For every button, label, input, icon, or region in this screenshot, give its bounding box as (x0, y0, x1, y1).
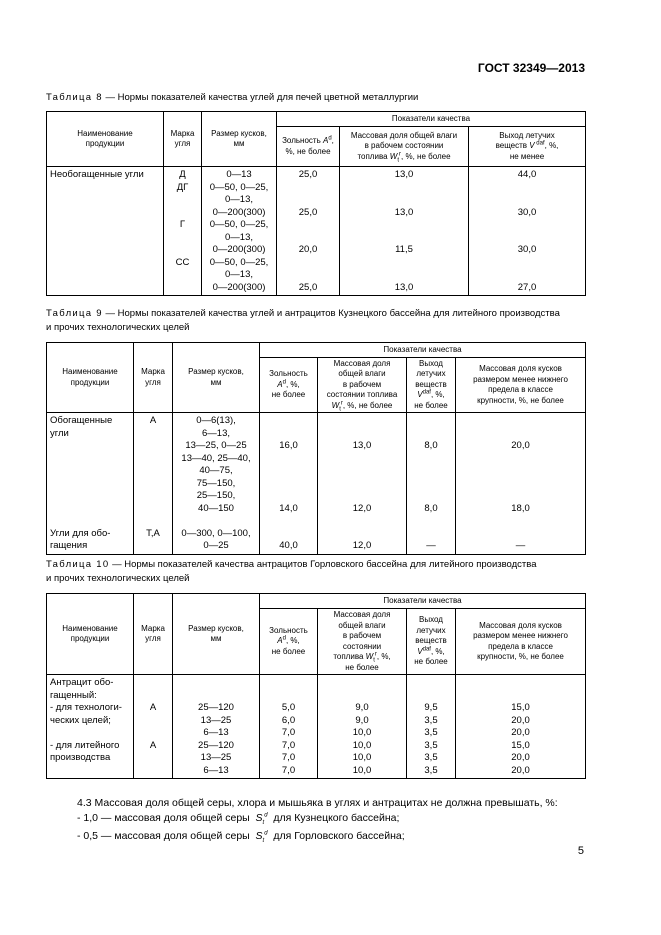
cell-line: 13—25 (200, 752, 232, 763)
cell-line (50, 453, 133, 466)
t9-col-grade (134, 413, 173, 555)
cell-line: гащенный: (50, 689, 97, 701)
t10-header-volatile: Выход летучих веществ $V^{daf}$, %, не более (407, 609, 456, 675)
cell-line (277, 257, 339, 270)
cell-line: ческих целей; (50, 714, 111, 726)
cell-line (134, 540, 172, 553)
sulfur-kuznetsk-suffix: для Кузнецкого бассейна; (273, 812, 400, 824)
cell-line (318, 677, 406, 690)
cell-line (134, 715, 172, 728)
t9-header-product: Наименование продукции (47, 343, 134, 413)
cell-line: 3,5 (424, 727, 438, 738)
cell-line: 3,5 (424, 714, 438, 726)
t8-col-product (47, 167, 164, 296)
t10-header-size: Размер кусков, мм (173, 594, 260, 675)
cell-line (407, 453, 455, 466)
cell-line: 25,0 (298, 281, 318, 293)
cell-line: 10,0 (352, 764, 372, 776)
cell-line: 15,0 (511, 702, 530, 713)
cell-line: 13—25, 0—25 (185, 440, 247, 451)
cell-line: 15,0 (511, 739, 530, 751)
cell-line: 3,5 (424, 739, 438, 751)
cell-line (469, 232, 585, 245)
cell-line: 8,0 (424, 502, 438, 514)
t10-col-ash (260, 675, 318, 779)
cell-line: 0—300, 0—100, (181, 527, 251, 539)
cell-line (260, 415, 317, 428)
cell-line (456, 528, 585, 541)
cell-line (318, 453, 406, 466)
cell-line (50, 465, 133, 478)
t8-col-size (202, 167, 277, 296)
cell-line: Д (179, 169, 186, 180)
cell-line: 30,0 (517, 206, 537, 218)
cell-line (456, 690, 585, 703)
cell-line: 12,0 (352, 540, 372, 551)
cell-line: 40—150 (198, 502, 234, 514)
cell-line: Угли для обо- (50, 527, 111, 539)
cell-line: 10,0 (352, 752, 372, 763)
cell-line (260, 490, 317, 503)
cell-line: СС (175, 256, 190, 268)
cell-line: 20,0 (511, 440, 530, 451)
cell-line: 6—13, (202, 427, 230, 439)
t8-header-ash: Зольность $A^d$, %, не более (277, 127, 340, 167)
cell-line (134, 490, 172, 503)
cell-line: 30,0 (517, 244, 537, 255)
t8-header-moisture: Массовая доля общей влаги в рабочем состоянии топлива $W_t^r$, %, не более (340, 127, 469, 167)
cell-line (456, 490, 585, 503)
cell-line: А (149, 702, 157, 713)
cell-line (134, 677, 172, 690)
cell-line: 9,0 (355, 714, 369, 726)
cell-line (260, 528, 317, 541)
cell-line (318, 478, 406, 491)
cell-line: 0—13 (226, 169, 252, 180)
cell-line (469, 194, 585, 207)
sulfur-symbol: $S_t^d$ (252, 812, 268, 827)
t9-header-volatile: Выход летучих веществ $V^{daf}$, %, не более (407, 358, 456, 413)
cell-line (456, 453, 585, 466)
cell-line (134, 515, 172, 528)
cell-line: 75—150, (196, 477, 236, 489)
t10-col-volatile (407, 675, 456, 779)
cell-line (50, 765, 133, 778)
cell-line (340, 182, 468, 195)
cell-line: 20,0 (298, 244, 318, 255)
cell-line (50, 490, 133, 503)
sulfur-gorlovka-prefix: - 0,5 — массовая доля общей серы (77, 830, 250, 842)
table8-caption (46, 91, 418, 105)
cell-line (164, 269, 201, 282)
cell-line: 8,0 (424, 440, 438, 451)
t9-col-product (47, 413, 134, 555)
t9-header-size: Размер кусков, мм (173, 343, 260, 413)
cell-line (277, 232, 339, 245)
cell-line: 18,0 (511, 502, 530, 514)
cell-line (340, 232, 468, 245)
cell-line: ДГ (176, 181, 189, 193)
t10-col-size (173, 675, 260, 779)
cell-line (50, 727, 133, 740)
section-4-3-intro: 4.3 Массовая доля общей серы, хлора и мышьяка в углях и антрацитах не должна превышать, %: (77, 797, 558, 809)
sulfur-gorlovka-suffix: для Горловского бассейна; (273, 830, 405, 842)
table-10 (46, 593, 586, 779)
t8-header-product: Наименование продукции (47, 112, 164, 167)
cell-line: 13,0 (394, 169, 414, 180)
cell-line: 44,0 (517, 169, 537, 180)
cell-line: 25,0 (298, 169, 318, 180)
cell-line (407, 478, 455, 491)
cell-line (407, 528, 455, 541)
cell-line (456, 515, 585, 528)
t10-header-fines: Массовая доля кусков размером менее нижнего предела в классе крупности, %, не более (456, 609, 586, 675)
cell-line: 20,0 (511, 714, 530, 726)
t9-header-grade: Марка угля (134, 343, 173, 413)
cell-line (164, 207, 201, 220)
cell-line: 3,5 (424, 764, 438, 776)
cell-line: 0—6(13), (196, 415, 236, 426)
table10-caption-line1: — Нормы показателей качества антрацитов Горловского бассейна для литейного производства (109, 559, 537, 570)
cell-line: А (149, 739, 157, 751)
table9-caption (46, 307, 591, 335)
cell-line: 25—150, (196, 490, 236, 501)
t10-header-quality: Показатели качества (260, 594, 586, 609)
cell-line: 20,0 (511, 727, 530, 738)
cell-line: 0—50, 0—25, (209, 219, 269, 230)
cell-line (134, 752, 172, 765)
table9-caption-label: Таблица 9 (46, 308, 103, 319)
t10-header-grade: Марка угля (134, 594, 173, 675)
table-8 (46, 111, 586, 296)
cell-line (173, 677, 259, 690)
t10-col-moisture (318, 675, 407, 779)
cell-line (456, 415, 585, 428)
cell-line: — (426, 540, 436, 551)
t8-col-moisture (340, 167, 469, 296)
cell-line: 16,0 (279, 440, 298, 451)
cell-line (164, 282, 201, 295)
cell-line (469, 269, 585, 282)
cell-line (318, 515, 406, 528)
cell-line (318, 465, 406, 478)
cell-line (318, 528, 406, 541)
cell-line (50, 503, 133, 516)
cell-line: производства (50, 752, 111, 763)
cell-line: 6—13 (203, 727, 229, 738)
sulfur-gorlovka (77, 828, 405, 844)
cell-line (164, 244, 201, 257)
cell-line: 20,0 (511, 764, 530, 776)
t10-col-grade (134, 675, 173, 779)
cell-line (277, 269, 339, 282)
cell-line: 13—40, 25—40, (181, 452, 251, 464)
cell-line (340, 194, 468, 207)
cell-line: 40—75, (199, 465, 233, 476)
sulfur-kuznetsk (77, 810, 399, 826)
table9-caption-line2: и прочих технологических целей (46, 322, 190, 333)
cell-line: угли (50, 427, 69, 439)
cell-line: 11,5 (395, 244, 413, 255)
t10-col-product (47, 675, 134, 779)
cell-line: 13,0 (394, 206, 414, 218)
cell-line (318, 690, 406, 703)
cell-line: 10,0 (352, 727, 372, 738)
t9-header-moisture: Массовая доля общей влаги в рабочем состоянии топлива $W_t^r$, %, не более (318, 358, 407, 413)
t9-header-quality: Показатели качества (260, 343, 586, 358)
cell-line (260, 677, 317, 690)
cell-line: 5,0 (281, 702, 296, 713)
t10-col-fines (456, 675, 586, 779)
table-9 (46, 342, 586, 555)
cell-line: 0—13, (225, 269, 253, 280)
cell-line: 9,5 (424, 702, 438, 713)
table9-caption-line1: — Нормы показателей качества углей и антрацитов Кузнецкого бассейна для литейного производства (102, 308, 560, 319)
cell-line (407, 465, 455, 478)
sulfur-kuznetsk-prefix: - 1,0 — массовая доля общей серы (77, 812, 250, 824)
t9-col-size (173, 413, 260, 555)
cell-line (407, 490, 455, 503)
cell-line: Т,А (146, 527, 160, 539)
cell-line: 0—25 (203, 540, 229, 551)
cell-line (340, 269, 468, 282)
cell-line (134, 440, 172, 453)
cell-line: Антрацит обо- (50, 677, 114, 688)
cell-line: 13,0 (394, 281, 414, 293)
cell-line: 9,0 (355, 702, 369, 713)
cell-line (340, 257, 468, 270)
cell-line (173, 690, 259, 703)
cell-line (134, 690, 172, 703)
cell-line: 0—13, (225, 194, 253, 205)
cell-line (456, 428, 585, 441)
cell-line: 0—200(300) (212, 206, 266, 218)
cell-line (277, 182, 339, 195)
cell-line (469, 182, 585, 195)
cell-line (456, 677, 585, 690)
cell-line: 7,0 (281, 739, 296, 751)
cell-line: гащения (50, 540, 88, 551)
cell-line: 14,0 (279, 502, 298, 514)
t8-header-size: Размер кусков, мм (202, 112, 277, 167)
cell-line: 0—200(300) (212, 244, 266, 255)
t9-col-moisture (318, 413, 407, 555)
cell-line: 7,0 (281, 727, 296, 738)
sulfur-symbol: $S_t^d$ (252, 830, 268, 845)
t8-col-grade (164, 167, 202, 296)
table10-caption (46, 558, 591, 586)
cell-line (456, 465, 585, 478)
cell-line: 3,5 (424, 752, 438, 763)
cell-line (164, 194, 201, 207)
cell-line: Г (179, 219, 186, 230)
cell-line (407, 515, 455, 528)
cell-line: - для технологи- (50, 702, 122, 713)
cell-line: Обогащенные (50, 415, 113, 426)
t9-header-fines: Массовая доля кусков размером менее нижнего предела в классе крупности, %, не более (456, 358, 586, 413)
standard-number: ГОСТ 32349—2013 (477, 61, 585, 75)
cell-line: 7,0 (281, 752, 296, 763)
cell-line: 10,0 (352, 739, 372, 751)
t8-product: Необогащенные угли (50, 169, 144, 180)
cell-line: 25—120 (198, 739, 234, 751)
cell-line (277, 219, 339, 232)
cell-line: 6—13 (203, 764, 229, 776)
cell-line: 0—13, (225, 231, 253, 243)
cell-line: 0—200(300) (212, 281, 266, 293)
cell-line (260, 478, 317, 491)
cell-line: 13—25 (200, 714, 232, 726)
cell-line (134, 465, 172, 478)
t10-header-ash: Зольность $A^d$, %, не более (260, 609, 318, 675)
cell-line (318, 428, 406, 441)
t8-header-grade: Марка угля (164, 112, 202, 167)
cell-line (260, 515, 317, 528)
cell-line (134, 453, 172, 466)
cell-line (456, 478, 585, 491)
table10-caption-line2: и прочих технологических целей (46, 573, 190, 584)
t10-header-moisture: Массовая доля общей влаги в рабочем состоянии топлива $W_t^r$, %, не более (318, 609, 407, 675)
cell-line (469, 219, 585, 232)
cell-line (134, 428, 172, 441)
cell-line (50, 440, 133, 453)
cell-line (164, 232, 201, 245)
cell-line: 0—50, 0—25, (209, 181, 269, 193)
cell-line (260, 453, 317, 466)
table8-caption-label: Таблица 8 (46, 92, 103, 103)
cell-line (277, 194, 339, 207)
cell-line: 7,0 (281, 764, 296, 776)
cell-line (50, 478, 133, 491)
cell-line: 0—50, 0—25, (209, 256, 269, 268)
cell-line (134, 765, 172, 778)
t8-header-quality: Показатели качества (277, 112, 586, 127)
table10-caption-label: Таблица 10 (46, 559, 110, 570)
cell-line (50, 515, 133, 528)
cell-line: 25,0 (298, 206, 318, 218)
cell-line: 13,0 (352, 440, 372, 451)
t8-header-volatile: Выход летучих веществ V $^{daf}$, %, не менее (469, 127, 586, 167)
t8-col-ash (277, 167, 340, 296)
cell-line (260, 465, 317, 478)
cell-line: - для литейного (50, 739, 120, 751)
cell-line: 20,0 (511, 752, 530, 763)
cell-line (407, 428, 455, 441)
t10-header-product: Наименование продукции (47, 594, 134, 675)
cell-line (340, 219, 468, 232)
cell-line: 27,0 (517, 281, 537, 293)
cell-line (134, 727, 172, 740)
cell-line: 6,0 (281, 714, 296, 726)
t8-col-volatile (469, 167, 586, 296)
cell-line: А (149, 415, 157, 426)
cell-line: 25—120 (198, 702, 234, 713)
cell-line: 40,0 (279, 540, 298, 551)
cell-line (318, 415, 406, 428)
cell-line: 12,0 (352, 502, 372, 514)
cell-line (173, 515, 259, 528)
cell-line (260, 690, 317, 703)
page-number: 5 (577, 845, 584, 857)
t9-col-volatile (407, 413, 456, 555)
cell-line (134, 503, 172, 516)
cell-line: — (515, 540, 526, 551)
cell-line (407, 690, 455, 703)
cell-line (134, 478, 172, 491)
t9-col-ash (260, 413, 318, 555)
table8-caption-text: — Нормы показателей качества углей для печей цветной металлургии (102, 92, 419, 103)
cell-line (260, 428, 317, 441)
t9-col-fines (456, 413, 586, 555)
cell-line (469, 257, 585, 270)
cell-line (318, 490, 406, 503)
t9-header-ash: Зольность $A^d$, %, не более (260, 358, 318, 413)
cell-line (407, 415, 455, 428)
cell-line (407, 677, 455, 690)
